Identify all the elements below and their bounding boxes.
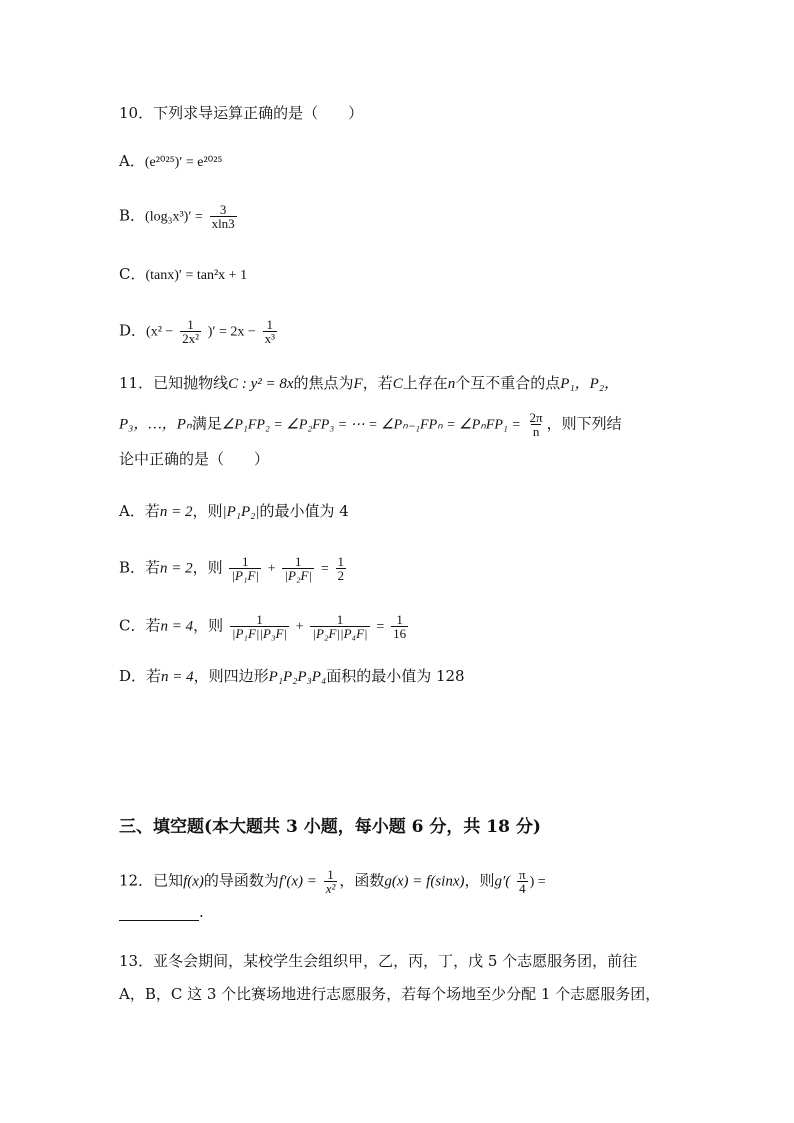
numerator: 2π [529,410,543,425]
text: 的导函数为 [203,871,279,890]
math-expr: F [353,376,363,392]
option-label: C． [119,265,146,283]
fraction [324,868,338,895]
math-expr: + [267,561,276,577]
denominator: n [532,424,540,439]
denominator: |P₁F||P₃F| [231,626,288,641]
numerator: π [519,867,526,882]
text: 面积的最小值为 128 [326,667,465,685]
section-title: 三、填空题(本大题共 3 小题，每小题 6 分，共 18 分) [119,817,541,837]
math-expr: ) = [529,874,546,890]
numerator: 1 [266,317,274,332]
denominator: 2 [337,568,345,583]
math-expr: n = 4 [161,669,194,685]
text: ，若 [362,374,393,392]
fraction [180,318,201,345]
math-expr: )′ = 2x − [207,324,256,340]
q11-option-d [119,665,465,686]
denominator: |P₂F||P₄F| [312,626,368,641]
text: ，则 [192,502,223,520]
math-expr: P₃，…，Pₙ [119,416,192,433]
text: ，则下列结 [546,414,622,433]
fraction [336,555,347,582]
q11-stem-line2 [119,411,622,438]
math-expr: n = 2 [160,560,193,577]
math-expr: f′(x) = [278,873,317,890]
q12-stem [119,868,546,895]
fraction [229,555,261,582]
denominator: x² [325,881,336,896]
numerator: 1 [336,612,344,627]
denominator: xln3 [211,216,235,231]
fraction [517,868,528,895]
text: ，则 [193,616,224,635]
option-label: D． [119,321,147,340]
numerator: 1 [295,554,302,569]
numerator: 1 [241,554,249,569]
fraction [528,411,545,438]
numerator: 1 [396,612,403,627]
text: . [199,903,204,921]
denominator: 2x² [182,331,199,346]
math-expr: = [376,619,385,635]
fraction [263,318,277,345]
text: ，则 [464,871,495,890]
text: 的焦点为 [293,374,354,392]
q11-stem-line1 [119,372,619,393]
denominator: |P₁F| [231,568,260,583]
math-expr: = [320,561,329,577]
math-expr: C : y² = 8x [228,376,294,392]
numerator: 1 [256,612,263,627]
option-label: B．若 [119,558,161,577]
q12-answer-line [119,903,204,921]
q10-option-c [119,263,247,284]
text: 上存在 [402,374,448,392]
math-expr: |P₁P₂| [222,504,260,520]
q13-line1: 13．亚冬会期间，某校学生会组织甲，乙，丙，丁，戊 5 个志愿服务团，前往 [119,952,638,970]
math-expr: + [295,619,304,635]
math-expr: (tanx)′ = tan²x + 1 [145,268,248,283]
option-label: C．若 [119,616,161,635]
answer-blank[interactable] [119,906,199,921]
math-expr: ∠P₁FP₂ = ∠P₂FP₃ = ⋯ = ∠Pₙ₋₁FPₙ = ∠PₙFP₁ = [221,417,521,433]
numerator: 1 [327,867,334,882]
text: ，则 [192,558,223,577]
q11-option-a [119,500,349,521]
math-expr: n = 2 [159,504,193,520]
q10-option-a [119,150,222,171]
text: 个互不重合的点 [455,374,561,392]
q11-stem-line3: 论中正确的是（ ） [119,450,270,468]
text: 的最小值为 4 [259,502,349,520]
math-expr: (x² − [146,324,174,340]
fraction [310,613,369,640]
math-expr: C [392,376,403,392]
denominator: 4 [519,881,526,896]
q10-option-b [119,203,239,230]
fraction [210,203,237,230]
option-label: B． [119,206,146,225]
text: ，则四边形 [193,667,269,685]
option-label: A． [119,152,145,170]
numerator: 1 [187,317,194,332]
math-expr: n [447,376,456,392]
math-expr: (e²⁰²⁵)′ = e²⁰²⁵ [144,155,223,170]
text: 11．已知抛物线 [119,374,229,392]
text: 12．已知 [119,871,184,890]
math-expr: g(x) = f(sinx) [384,873,465,890]
math-expr: P₁P₂P₃P₄ [268,669,327,685]
math-expr: f(x) [183,873,204,890]
math-expr: (log₃x³)′ = [145,209,203,225]
option-label: D．若 [119,667,162,685]
math-expr: g′( [494,873,511,890]
text: ，函数 [339,871,385,890]
denominator: x³ [264,331,275,346]
q13-line2: A，B，C 这 3 个比赛场地进行志愿服务，若每个场地至少分配 1 个志愿服务团， [119,985,661,1003]
denominator: 16 [393,626,407,641]
math-expr: n = 4 [160,618,194,635]
q11-option-c [119,613,410,640]
q11-option-b [119,555,348,582]
q10-stem: 10．下列求导运算正确的是（ ） [119,104,364,122]
option-label: A．若 [119,502,160,520]
math-expr: P₁，P₂， [560,376,620,392]
fraction [391,613,408,640]
q10-option-d [119,318,279,345]
text: 满足 [191,414,222,433]
numerator: 3 [219,202,227,217]
fraction [230,613,289,640]
fraction [282,555,314,582]
denominator: |P₂F| [284,568,313,583]
numerator: 1 [337,554,345,569]
